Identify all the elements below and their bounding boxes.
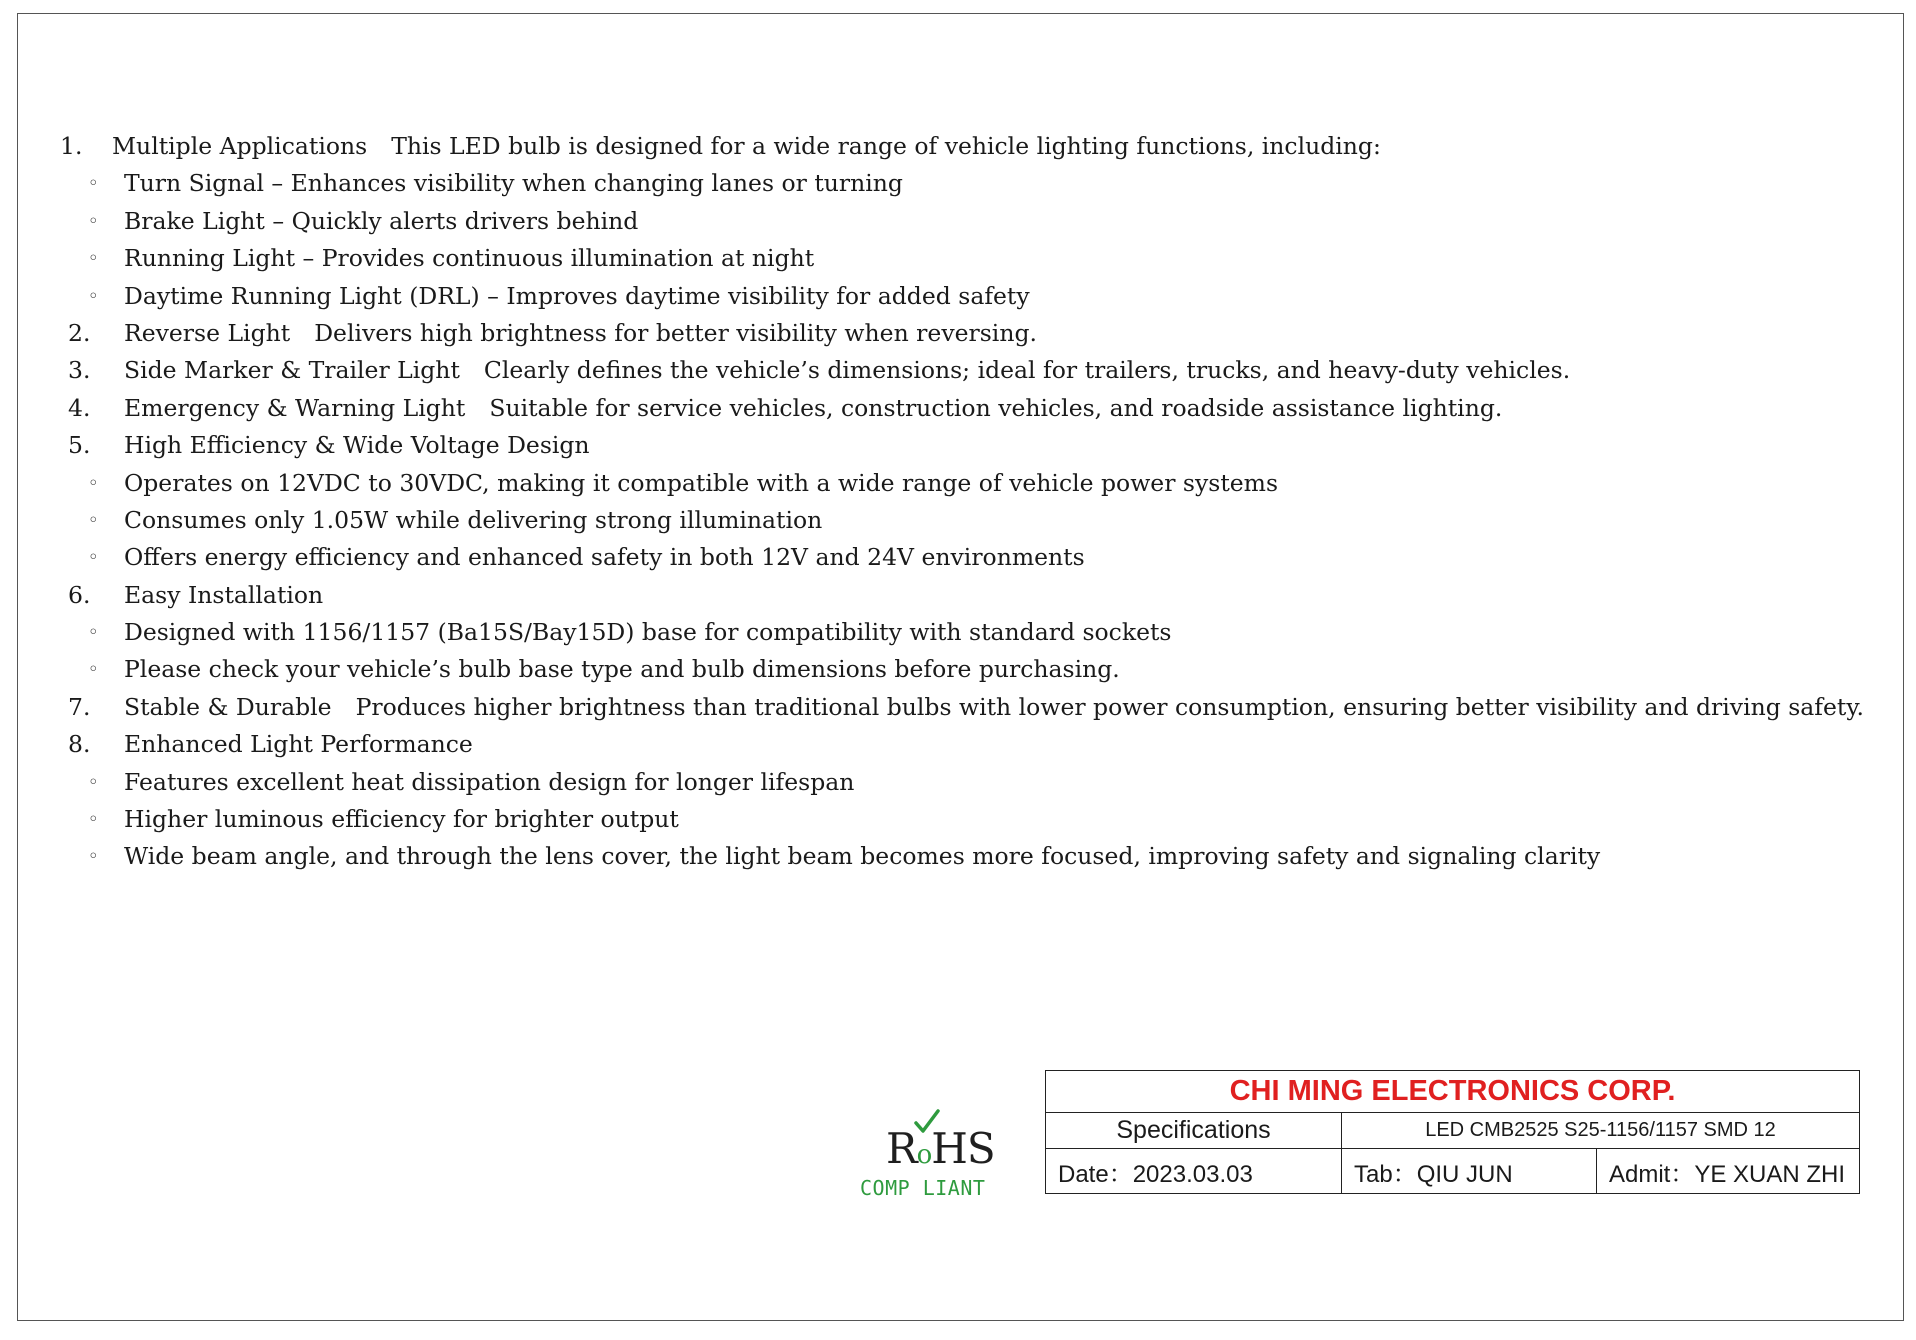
rohs-wordmark — [886, 1124, 995, 1173]
item-title: Reverse Light — [124, 318, 291, 347]
item-number: 2. — [68, 318, 91, 347]
list-item — [60, 165, 1860, 202]
date-field: Date：2023.03.03 — [1046, 1149, 1342, 1194]
item-number: 3. — [68, 356, 91, 385]
bullet-marker: ◦ — [88, 846, 99, 868]
list-item — [60, 539, 1860, 576]
item-title: Enhanced Light Performance — [124, 730, 473, 759]
bullet-marker: ◦ — [88, 472, 99, 494]
item-title: Emergency & Warning Light — [124, 393, 466, 422]
specifications-label: Specifications — [1046, 1113, 1342, 1149]
item-title: High Efficiency & Wide Voltage Design — [124, 431, 590, 460]
item-text: This LED bulb is designed for a wide range of vehicle lighting functions, including: — [391, 132, 1381, 160]
list-item — [60, 352, 1860, 389]
item-title: Side Marker & Trailer Light — [124, 356, 460, 385]
item-text: Turn Signal – Enhances visibility when changing lanes or turning — [124, 169, 903, 198]
item-text: Produces higher brightness than traditional bulbs with lower power consumption, ensuring better visibility and driving safety. — [355, 692, 1864, 721]
item-text: Delivers high brightness for better visibility when reversing. — [314, 318, 1037, 347]
list-item — [60, 465, 1860, 502]
item-title: Multiple Applications — [112, 132, 368, 160]
company-name: CHI MING ELECTRONICS CORP. — [1046, 1071, 1860, 1113]
item-text: Suitable for service vehicles, construction vehicles, and roadside assistance lighting. — [489, 393, 1503, 422]
item-number: 1. — [60, 132, 83, 160]
rohs-logo — [856, 1106, 1004, 1202]
item-text: Designed with 1156/1157 (Ba15S/Bay15D) base for compatibility with standard sockets — [124, 618, 1172, 647]
admit-field: Admit：YE XUAN ZHI — [1597, 1149, 1860, 1194]
item-text: Higher luminous efficiency for brighter output — [124, 805, 679, 834]
item-number: 6. — [68, 580, 91, 609]
rohs-letter: o — [916, 1140, 932, 1170]
bullet-marker: ◦ — [88, 809, 99, 831]
tab-field: Tab：QIU JUN — [1342, 1149, 1597, 1194]
item-text: Features excellent heat dissipation design for longer lifespan — [124, 767, 855, 796]
item-number: 4. — [68, 393, 91, 422]
bullet-marker: ◦ — [88, 622, 99, 644]
bullet-marker: ◦ — [88, 210, 99, 232]
item-title: Easy Installation — [124, 580, 324, 609]
list-item — [60, 726, 1860, 763]
rohs-subtitle: COMP LIANT — [860, 1176, 986, 1200]
item-text: Consumes only 1.05W while delivering strong illumination — [124, 505, 823, 534]
bullet-marker: ◦ — [88, 173, 99, 195]
item-title: Stable & Durable — [124, 692, 332, 721]
list-item — [60, 651, 1860, 688]
bullet-marker: ◦ — [88, 285, 99, 307]
rohs-letter: HS — [931, 1124, 995, 1173]
list-item — [60, 689, 1864, 726]
list-item — [60, 764, 1860, 801]
item-number: 5. — [68, 431, 91, 460]
bullet-marker: ◦ — [88, 509, 99, 531]
list-item — [60, 427, 1860, 464]
item-number: 7. — [68, 692, 91, 721]
part-number: LED CMB2525 S25-1156/1157 SMD 12 — [1342, 1113, 1860, 1149]
list-item — [60, 838, 1860, 875]
item-text: Daytime Running Light (DRL) – Improves daytime visibility for added safety — [124, 281, 1030, 310]
list-item — [60, 315, 1860, 352]
item-text: Operates on 12VDC to 30VDC, making it compatible with a wide range of vehicle power systems — [124, 468, 1279, 497]
list-item — [60, 203, 1860, 240]
bullet-marker: ◦ — [88, 248, 99, 270]
item-text: Offers energy efficiency and enhanced safety in both 12V and 24V environments — [124, 543, 1085, 572]
rohs-letter: R — [886, 1124, 917, 1173]
bullet-marker: ◦ — [88, 771, 99, 793]
list-item — [60, 801, 1860, 838]
item-text: Brake Light – Quickly alerts drivers behind — [124, 206, 639, 235]
item-text: Clearly defines the vehicle’s dimensions; ideal for trailers, trucks, and heavy-duty vehicles. — [483, 356, 1571, 385]
list-item — [60, 577, 1860, 614]
bullet-marker: ◦ — [88, 659, 99, 681]
list-item — [60, 502, 1860, 539]
list-item — [60, 390, 1860, 427]
item-number: 8. — [68, 730, 91, 759]
list-item — [60, 240, 1860, 277]
list-item — [60, 614, 1860, 651]
list-item — [60, 128, 1860, 165]
item-text: Running Light – Provides continuous illumination at night — [124, 244, 815, 273]
bullet-marker: ◦ — [88, 547, 99, 569]
item-text: Please check your vehicle’s bulb base type and bulb dimensions before purchasing. — [124, 655, 1120, 684]
list-item — [60, 278, 1860, 315]
item-text: Wide beam angle, and through the lens cover, the light beam becomes more focused, improving safety and signaling clarity — [124, 842, 1601, 871]
feature-list — [60, 128, 1864, 876]
title-block — [1045, 1070, 1860, 1194]
